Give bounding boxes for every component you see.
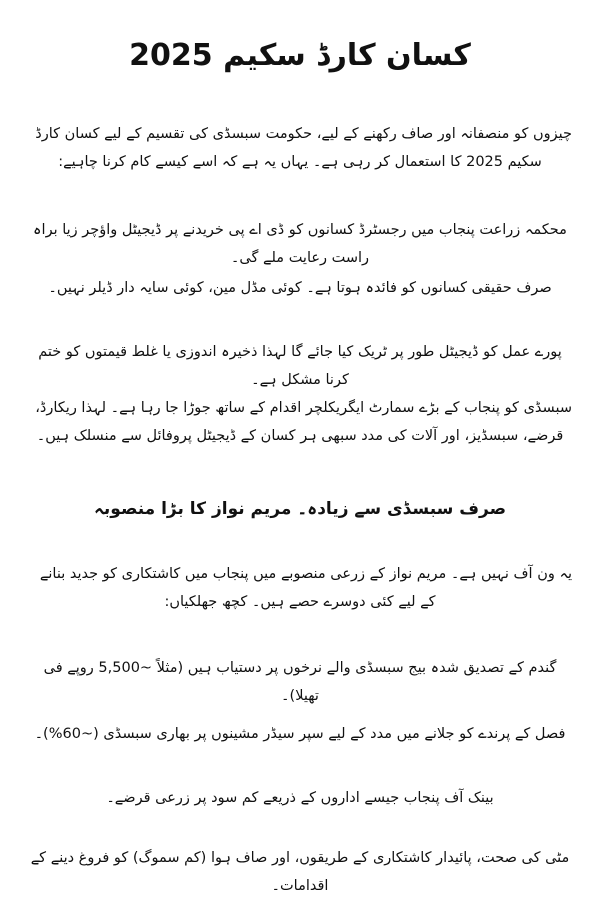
highlight-item-4: مٹی کی صحت، پائیدار کاشتکاری کے طریقوں، اور صاف ہوا (کم سموگ) کو فروغ دینے کے اقدامات۔: [30, 850, 570, 894]
page-title: کسان کارڈ سکیم 2025: [129, 38, 471, 73]
highlight-item-2: فصل کے پرندے کو جلانے میں مدد کے لیے سپر سیڈر مشینوں پر بھاری سبسڈی (~60%)۔: [34, 726, 566, 742]
intro-paragraph: چیزوں کو منصفانہ اور صاف رکھنے کے لیے، حکومت سبسڈی کی تقسیم کے لیے کسان کارڈ سکیم 2025 کا استعمال کر رہی ہے۔ یہاں یہ ہے کہ اسے کیسے کام کرنا چاہیے:: [35, 126, 572, 170]
point-paragraph-2: صرف حقیقی کسانوں کو فائدہ ہوتا ہے۔ کوئی مڈل مین، کوئی سایہ دار ڈیلر نہیں۔: [48, 280, 552, 296]
point-paragraph-1: محکمہ زراعت پنجاب میں رجسٹرڈ کسانوں کو ڈی اے پی خریدنے پر ڈیجیٹل واؤچر زیا براہ راست رعایت ملے گی۔: [33, 222, 567, 266]
point-paragraph-4: سبسڈی کو پنجاب کے بڑے سمارٹ ایگریکلچر اقدام کے ساتھ جوڑا جا رہا ہے۔ لہذا ریکارڈ، قرضے، سبسڈیز، اور آلات کی مدد سبھی ہر کسان کے ڈیجیٹل پروفائل سے منسلک ہیں۔: [35, 400, 572, 444]
highlight-item-3: بینک آف پنجاب جیسے اداروں کے ذریعے کم سود پر زرعی قرضے۔: [106, 790, 494, 806]
point-paragraph-3: پورے عمل کو ڈیجیٹل طور پر ٹریک کیا جائے گا لہذا ذخیرہ اندوزی یا غلط قیمتوں کو ختم کرنا مشکل ہے۔: [38, 344, 562, 388]
section-subtitle: صرف سبسڈی سے زیادہ۔ مریم نواز کا بڑا منصوبہ: [93, 499, 507, 519]
highlight-item-1: گندم کے تصدیق شدہ بیج سبسڈی والے نرخوں پر دستیاب ہیں (مثلاً ~5,500 روپے فی تھیلا)۔: [43, 660, 557, 704]
plan-intro-paragraph: یہ ون آف نہیں ہے۔ مریم نواز کے زرعی منصوبے میں پنجاب میں کاشتکاری کو جدید بنانے کے لیے کئی دوسرے حصے ہیں۔ کچھ جھلکیاں:: [39, 566, 572, 610]
